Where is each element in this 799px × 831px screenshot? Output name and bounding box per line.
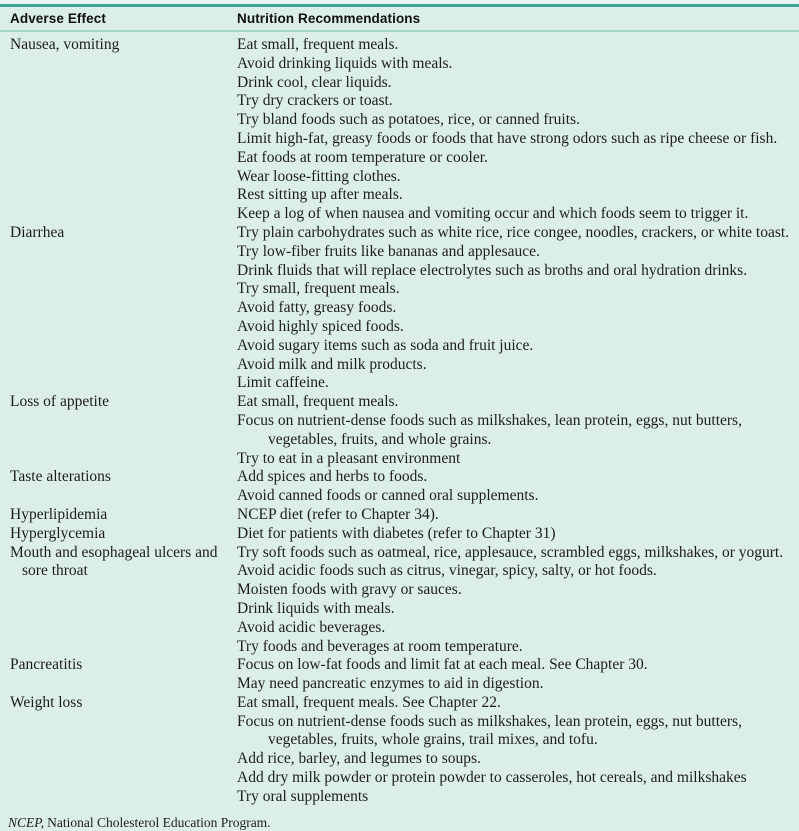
adverse-effect-cell: Diarrhea — [10, 223, 65, 241]
recommendation-line: Avoid highly spiced foods. — [237, 317, 404, 335]
recommendation-line: Rest sitting up after meals. — [237, 186, 403, 204]
footnote-abbreviation: NCEP, — [8, 814, 45, 830]
recommendation-line: Avoid milk and milk products. — [237, 355, 427, 373]
recommendation-line: Try soft foods such as oatmeal, rice, applesauce, scrambled eggs, milkshakes, or yogurt. — [237, 543, 784, 561]
adverse-effect-cell: Pancreatitis — [10, 656, 83, 674]
table-row — [10, 544, 793, 657]
table-row — [10, 393, 793, 468]
table-row — [10, 224, 793, 393]
recommendation-line: Avoid canned foods or canned oral supplements. — [237, 487, 539, 505]
recommendations-list — [237, 525, 793, 544]
adverse-effect-cell: Taste alterations — [10, 468, 111, 486]
table-body — [0, 32, 799, 807]
recommendation-line: Diet for patients with diabetes (refer to Chapter 31) — [237, 524, 556, 542]
footnote — [0, 814, 799, 831]
table-row — [10, 36, 793, 224]
recommendation-line: Add dry milk powder or protein powder to casseroles, hot cereals, and milkshakes — [237, 769, 747, 787]
recommendation-line: NCEP diet (refer to Chapter 34). — [237, 505, 439, 523]
table-header-row — [0, 7, 799, 30]
recommendation-line: Focus on nutrient-dense foods such as milkshakes, lean protein, eggs, nut butters, vegetables, fruits, whole grains, trail mixes, and tofu. — [237, 712, 742, 749]
adverse-effect-cell: Hyperglycemia — [10, 524, 106, 542]
recommendation-line: Avoid fatty, greasy foods. — [237, 299, 397, 317]
recommendations-list — [237, 656, 793, 694]
recommendation-line: Avoid acidic beverages. — [237, 618, 386, 636]
recommendation-line: Add rice, barley, and legumes to soups. — [237, 750, 481, 768]
recommendation-line: Focus on low-fat foods and limit fat at each meal. See Chapter 30. — [237, 656, 648, 674]
recommendation-line: Try bland foods such as potatoes, rice, or canned fruits. — [237, 111, 580, 129]
recommendation-line: Avoid sugary items such as soda and fruit juice. — [237, 336, 534, 354]
adverse-effect-cell: Nausea, vomiting — [10, 36, 120, 53]
table-row — [10, 525, 793, 544]
recommendation-line: Avoid drinking liquids with meals. — [237, 54, 453, 72]
recommendations-list — [237, 393, 793, 468]
recommendation-line: Eat small, frequent meals. — [237, 36, 399, 53]
recommendation-line: Limit caffeine. — [237, 374, 329, 392]
recommendation-line: Try small, frequent meals. — [237, 280, 400, 298]
footnote-definition: National Cholesterol Education Program. — [47, 814, 271, 830]
recommendations-list — [237, 224, 793, 393]
recommendation-line: Keep a log of when nausea and vomiting occur and which foods seem to trigger it. — [237, 205, 749, 223]
recommendation-line: Eat small, frequent meals. — [237, 393, 399, 411]
table-row — [10, 694, 793, 807]
adverse-effect-cell: Hyperlipidemia — [10, 505, 108, 523]
recommendation-line: Wear loose-fitting clothes. — [237, 167, 401, 185]
adverse-effect-cell: Weight loss — [10, 693, 83, 711]
recommendations-list — [237, 694, 793, 807]
recommendations-list — [237, 36, 793, 224]
recommendation-line: Add spices and herbs to foods. — [237, 468, 428, 486]
recommendations-list — [237, 506, 793, 525]
adverse-effect-cell: Loss of appetite — [10, 393, 110, 411]
recommendations-list — [237, 468, 793, 506]
column-header-nutrition-recommendations: Nutrition Recommendations — [237, 11, 421, 26]
recommendation-line: Drink cool, clear liquids. — [237, 73, 392, 91]
recommendation-line: Drink fluids that will replace electrolytes such as broths and oral hydration drinks. — [237, 261, 748, 279]
recommendation-line: May need pancreatic enzymes to aid in digestion. — [237, 675, 544, 693]
recommendation-line: Try to eat in a pleasant environment — [237, 449, 461, 467]
recommendation-line: Limit high-fat, greasy foods or foods that have strong odors such as ripe cheese or fish. — [237, 129, 778, 147]
adverse-effect-cell: Mouth and esophageal ulcers and sore throat — [10, 543, 218, 580]
column-header-adverse-effect: Adverse Effect — [10, 11, 106, 26]
recommendations-list — [237, 544, 793, 657]
recommendation-line: Try low-fiber fruits like bananas and applesauce. — [237, 242, 540, 260]
recommendation-line: Moisten foods with gravy or sauces. — [237, 581, 462, 599]
recommendation-line: Try plain carbohydrates such as white rice, rice congee, noodles, crackers, or white toast. — [237, 223, 790, 241]
recommendation-line: Try dry crackers or toast. — [237, 92, 393, 110]
recommendation-line: Focus on nutrient-dense foods such as milkshakes, lean protein, eggs, nut butters, vegetables, fruits, and whole grains. — [237, 411, 742, 448]
table-row — [10, 506, 793, 525]
table-row — [10, 656, 793, 694]
recommendation-line: Avoid acidic foods such as citrus, vinegar, spicy, salty, or hot foods. — [237, 562, 657, 580]
recommendation-line: Drink liquids with meals. — [237, 599, 395, 617]
recommendation-line: Try foods and beverages at room temperature. — [237, 637, 523, 655]
recommendation-line: Try oral supplements — [237, 787, 369, 805]
recommendation-line: Eat foods at room temperature or cooler. — [237, 148, 488, 166]
table-row — [10, 468, 793, 506]
recommendation-line: Eat small, frequent meals. See Chapter 22. — [237, 693, 501, 711]
